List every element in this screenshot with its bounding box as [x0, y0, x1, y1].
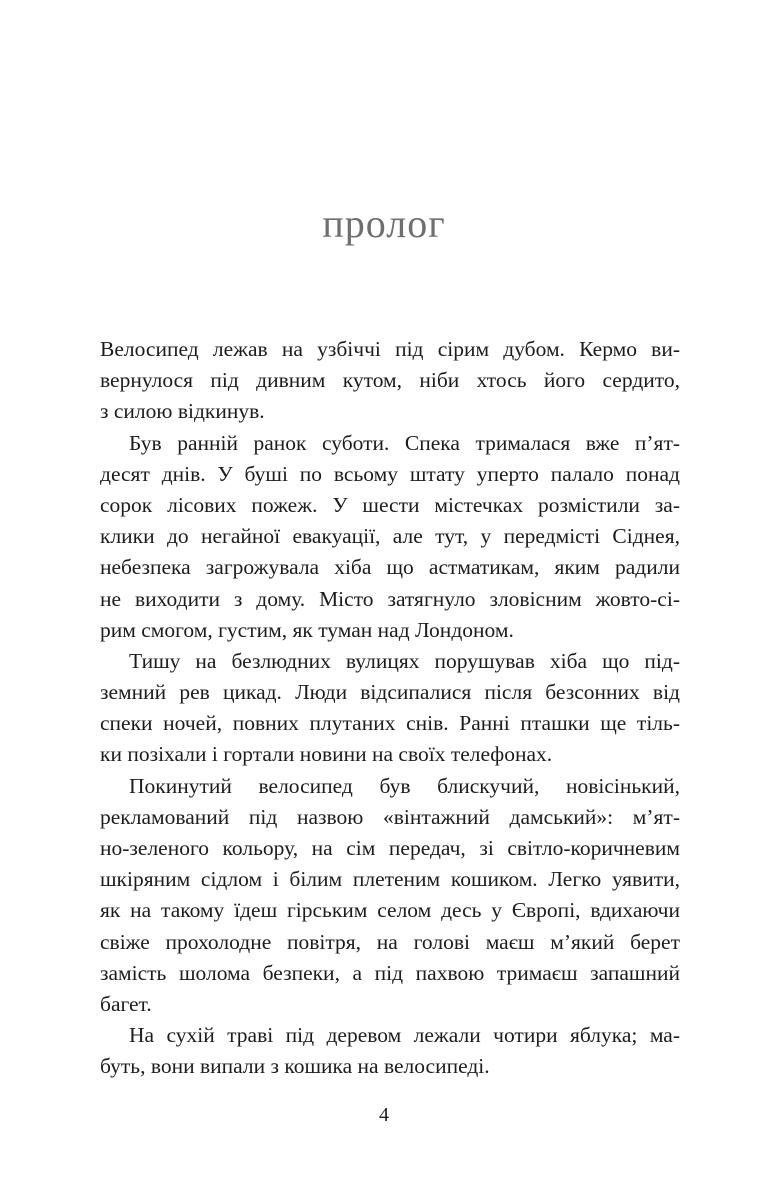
text-line: Велосипед лежав на узбіччі під сірим дубом. Кермо ви- — [100, 337, 680, 361]
text-line: но-зеленого кольору, на сім передач, зі світло-коричневим — [100, 836, 680, 860]
text-line: спеки ночей, повних плутаних снів. Ранні пташки ще тіль- — [100, 711, 680, 736]
text-line: багет. — [100, 991, 152, 1016]
text-line: шкіряним сідлом і білим плетеним кошиком. Легко уявити, — [100, 867, 680, 892]
text-line: замість шолома безпеки, а під пахвою тримаєш запашний — [100, 960, 680, 985]
page-number: 4 — [379, 1104, 389, 1126]
text-line: Тишу на безлюдних вулицях порушував хіба що під- — [129, 648, 680, 673]
text-line: вернулося під дивним кутом, ніби хтось його сердито, — [100, 368, 680, 393]
text-line: сорок лісових пожеж. У шести містечках розмістили за- — [100, 492, 680, 517]
text-line: земний рев цикад. Люди відсипалися після безсонних від — [100, 680, 680, 705]
text-line: рекламований під назвою «вінтажний дамський»: м’ят- — [100, 804, 680, 829]
text-line: десят днів. У буші по всьому штату уперто палало понад — [100, 461, 680, 486]
text-line: буть, вони випали з кошика на велосипеді. — [100, 1054, 490, 1079]
text-line: не виходити з дому. Місто затягнуло зловісним жовто-сі- — [100, 586, 680, 611]
body-text — [100, 334, 680, 1083]
text-line: На сухій траві під деревом лежали чотири яблука; ма- — [129, 1023, 680, 1048]
text-line: небезпека загрожувала хіба що астматикам, яким радили — [100, 555, 680, 580]
text-line: рим смогом, густим, як туман над Лондоном. — [100, 617, 514, 642]
chapter-title: пролог — [322, 201, 446, 246]
text-line: клики до негайної евакуації, але тут, у передмісті Сіднея, — [100, 524, 680, 549]
text-line: як на такому їдеш гірським селом десь у Європі, вдихаючи — [100, 898, 680, 923]
text-line: ки позіхали і гортали новини на своїх телефонах. — [100, 742, 553, 767]
text-line: свіже прохолодне повітря, на голові маєш м’який берет — [100, 929, 680, 954]
text-line: Покинутий велосипед був блискучий, новісінький, — [129, 773, 680, 798]
text-line: Був ранній ранок суботи. Спека трималася вже п’ят- — [129, 430, 680, 455]
text-line: з силою відкинув. — [100, 399, 265, 424]
